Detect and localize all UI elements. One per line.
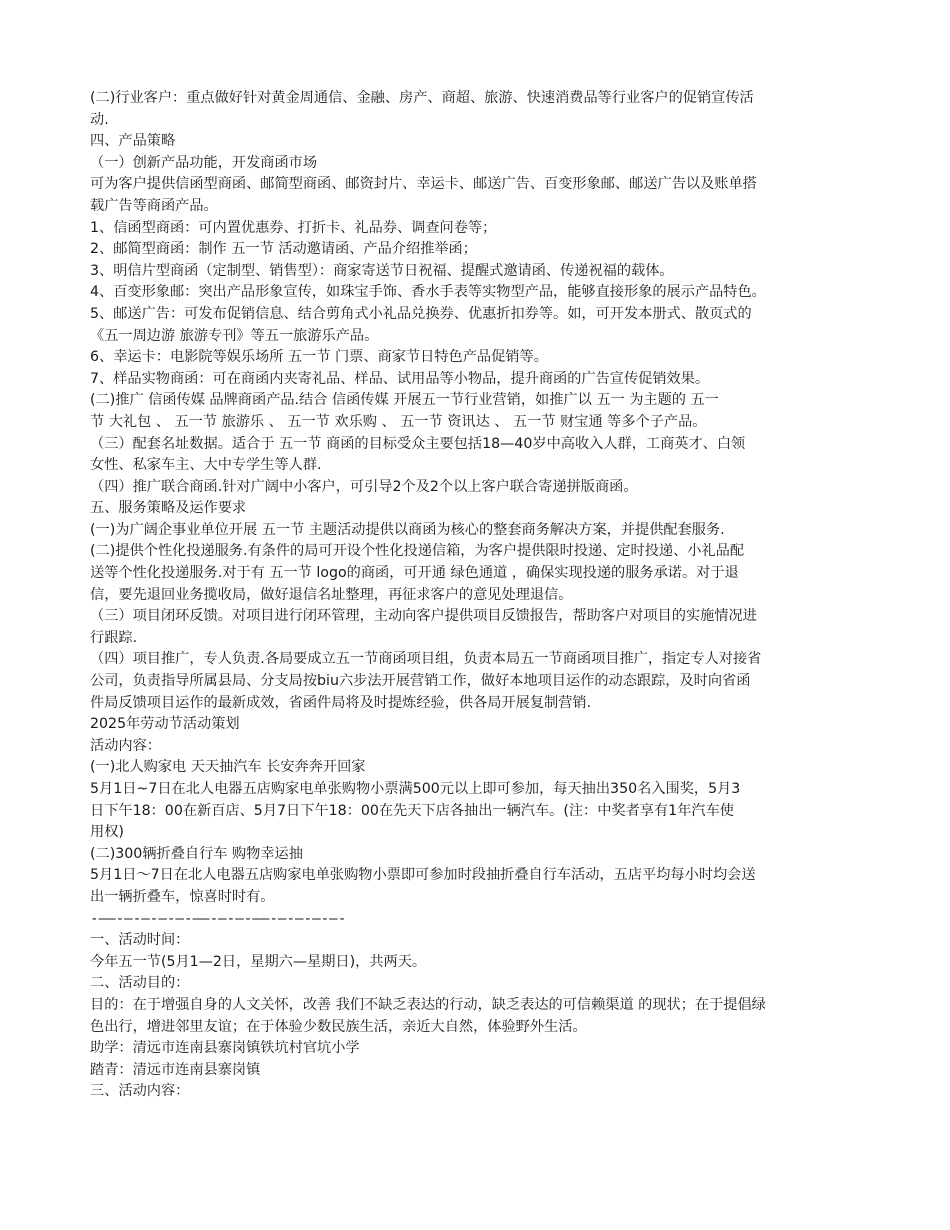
list-item: 4、百变形象邮：突出产品形象宣传，如珠宝手饰、香水手表等实物型产品，能够直接形象的展示产品特色。: [90, 284, 766, 301]
section-heading: 活动内容：: [90, 737, 161, 754]
paragraph-line: (二)行业客户：重点做好针对黄金周通信、金融、房产、商超、旅游、快速消费品等行业客户的促销宣传活: [90, 90, 754, 106]
paragraph-line: 可为客户提供信函型商函、邮简型商函、邮资封片、幸运卡、邮送广告、百变形象邮、邮送广告以及账单搭: [90, 176, 757, 193]
paragraph-line: 信，要先退回业务揽收局，做好退信名址整理，再征求客户的意见处理退信。: [90, 586, 573, 603]
paragraph-line: (二)推广 信函传媒 品牌商函产品.结合 信函传媒 开展五一节行业营销，如推广以 五一 为主题的 五一: [90, 392, 719, 409]
section-heading: 三、活动内容：: [90, 1083, 190, 1100]
divider-line: -——-—-—-—-—-——-—-—-——-—-—-—-—-: [90, 910, 347, 927]
paragraph-line: （四）项目推广，专人负责.各局要成立五一节商函项目组，负责本局五一节商函项目推广，指定专人对接省: [90, 651, 762, 668]
paragraph-line: 女性、私家车主、大中专学生等人群.: [90, 457, 322, 474]
subsection-heading: (二)300辆折叠自行车 购物幸运抽: [90, 845, 303, 862]
paragraph-line: 踏青：清远市连南县寨岗镇: [90, 1061, 261, 1078]
paragraph-line: 行跟踪.: [90, 629, 138, 646]
paragraph-line: (一)为广阔企事业单位开展 五一节 主题活动提供以商函为核心的整套商务解决方案，并提供配套服务.: [90, 521, 725, 538]
paragraph-line: 5月1日～7日在北人电器五店购家电单张购物小票即可参加时段抽折叠自行车活动，五店平均每小时均会送: [90, 867, 756, 884]
paragraph-line: 出一辆折叠车，惊喜时时有。: [90, 888, 275, 905]
paragraph-line: 用权): [90, 824, 124, 841]
list-item: 7、样品实物商函：可在商函内夹寄礼品、样品、试用品等小物品，提升商函的广告宣传促销效果。: [90, 370, 710, 387]
paragraph-line: 今年五一节(5月1—2日，星期六—星期日)，共两天。: [90, 953, 427, 970]
section-heading: 一、活动时间：: [90, 932, 190, 949]
document-body: [90, 88, 866, 1103]
subsection-heading: （一）创新产品功能，开发商函市场: [90, 154, 318, 171]
paragraph-line: 日下午18：00在新百店、5月7日下午18：00在先天下店各抽出一辆汽车。(注：中奖者享有1年汽车使: [90, 802, 734, 819]
paragraph-line: 送等个性化投递服务.对于有 五一节 logo的商函，可开通 绿色通道 ，确保实现投递的服务承诺。对于退: [90, 565, 739, 582]
paragraph-line: （四）推广联合商函.针对广阔中小客户，可引导2个及2个以上客户联合寄递拼版商函。: [90, 478, 638, 495]
subsection-heading: (一)北人购家电 天天抽汽车 长安奔奔开回家: [90, 759, 366, 776]
paragraph-line: 件局反馈项目运作的最新成效，省函件局将及时提炼经验，供各局开展复制营销.: [90, 694, 592, 711]
list-item: 1、信函型商函：可内置优惠券、打折卡、礼品券、调查问卷等；: [90, 219, 497, 236]
paragraph-line: （三）项目闭环反馈。对项目进行闭环管理，主动向客户提供项目反馈报告，帮助客户对项目的实施情况进: [90, 608, 757, 625]
paragraph-line: （三）配套名址数据。适合于 五一节 商函的目标受众主要包括18—40岁中高收入人群，工商英才、白领: [90, 435, 746, 452]
paragraph-line: 5月1日~7日在北人电器五店购家电单张购物小票满500元以上即可参加，每天抽出350名入围奖，5月3: [90, 781, 741, 797]
section-heading: 四、产品策略: [90, 133, 176, 150]
list-item: 5、邮送广告：可发布促销信息、结合剪角式小礼品兑换券、优惠折扣券等。如，可开发本册式、散页式的: [90, 305, 752, 322]
paragraph-line: 公司，负责指导所属县局、分支局按biu六步法开展营销工作，做好本地项目运作的动态跟踪，及时向省函: [90, 673, 751, 690]
paragraph-line: (二)提供个性化投递服务.有条件的局可开设个性化投递信箱，为客户提供限时投递、定时投递、小礼品配: [90, 543, 745, 560]
list-item: 6、幸运卡：电影院等娱乐场所 五一节 门票、商家节日特色产品促销等。: [90, 349, 548, 366]
paragraph-line: 节 大礼包 、 五一节 旅游乐 、 五一节 欢乐购 、 五一节 资讯达 、 五一节 财宝通 等多个子产品。: [90, 413, 707, 430]
list-item: 《五一周边游 旅游专刊》等五一旅游乐产品。: [90, 327, 379, 344]
document-title: 2025年劳动节活动策划: [90, 716, 240, 733]
paragraph-line: 色出行，增进邻里友谊；在于体验少数民族生活，亲近大自然，体验野外生活。: [90, 1018, 587, 1035]
paragraph-line: 载广告等商函产品。: [90, 197, 218, 214]
section-heading: 五、服务策略及运作要求: [90, 500, 247, 517]
list-item: 3、明信片型商函（定制型、销售型）：商家寄送节日祝福、提醒式邀请函、传递祝福的载体。: [90, 262, 674, 279]
paragraph-line: 助学：清远市连南县寨岗镇铁坑村官坑小学: [90, 1040, 360, 1057]
paragraph-line: 目的：在于增强自身的人文关怀，改善 我们不缺乏表达的行动，缺乏表达的可信赖渠道 的现状；在于提倡绿: [90, 996, 766, 1013]
section-heading: 二、活动目的：: [90, 975, 190, 992]
list-item: 2、邮简型商函：制作 五一节 活动邀请函、产品介绍推举函；: [90, 241, 477, 258]
paragraph-line: 动.: [90, 111, 109, 128]
